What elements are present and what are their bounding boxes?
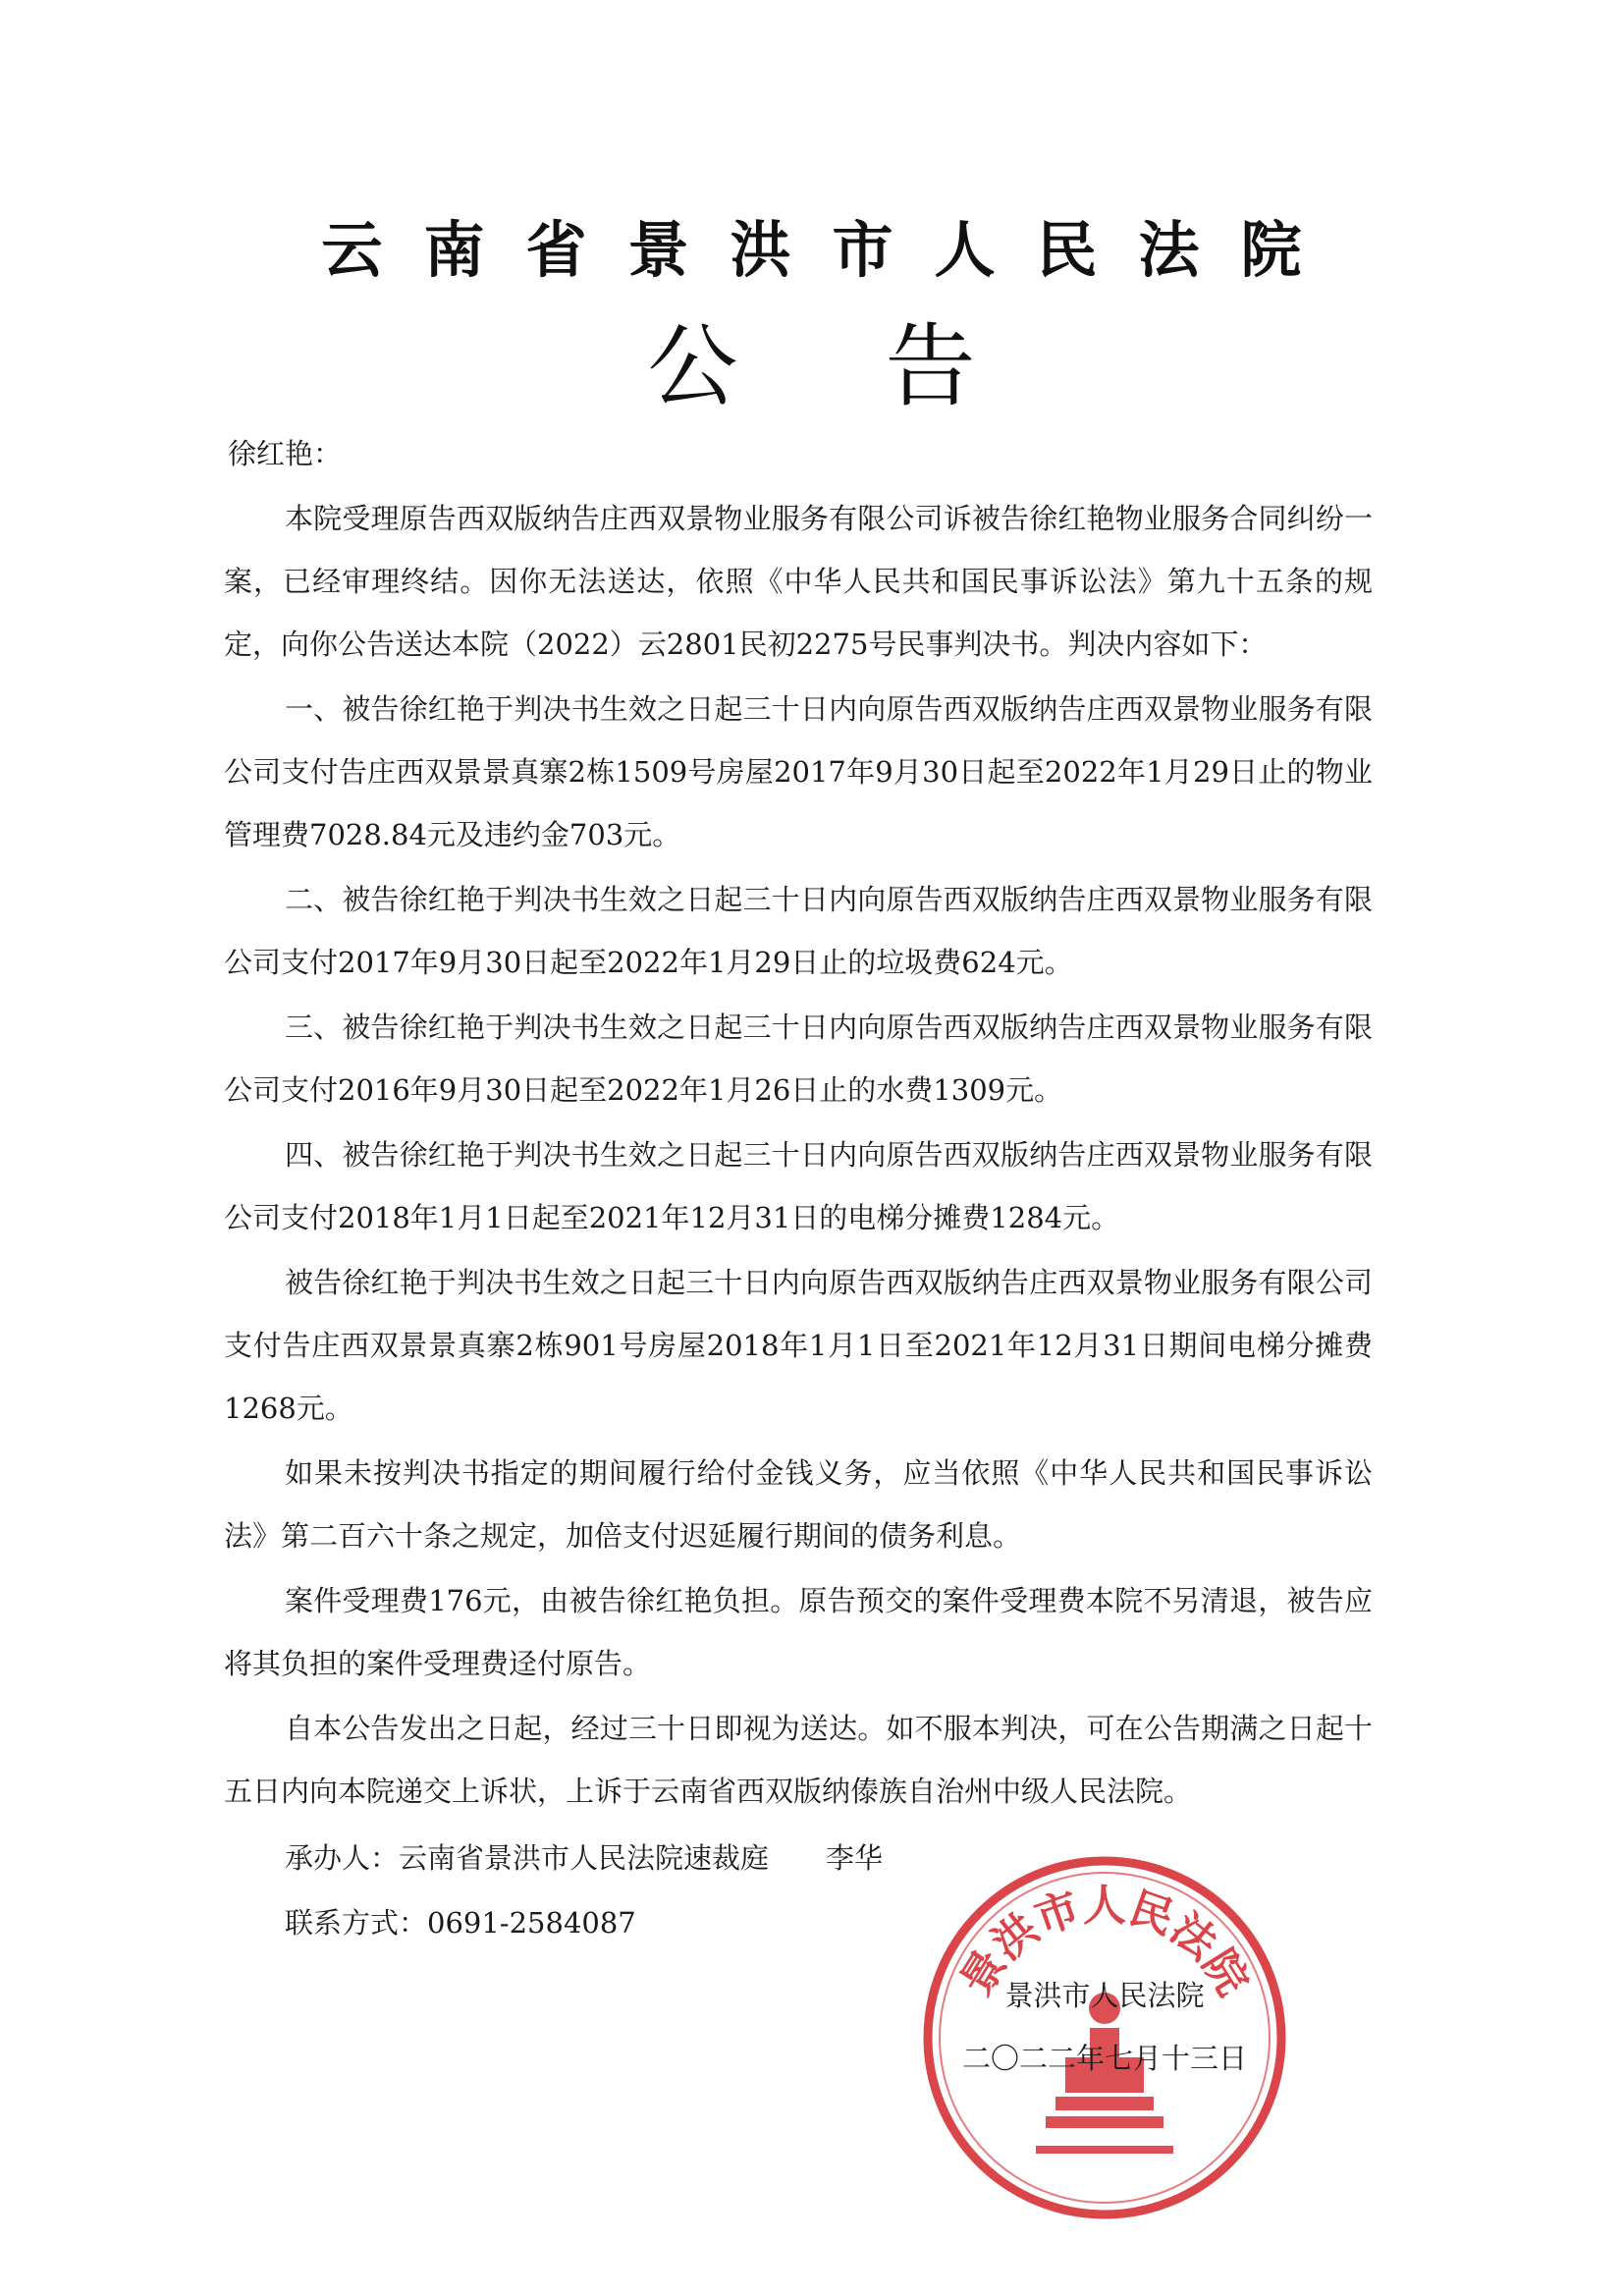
seal-text: 景洪市人民法院	[950, 1881, 1259, 2005]
paragraph-item-3: 三、被告徐红艳于判决书生效之日起三十日内向原告西双版纳告庄西双景物业服务有限公司支付2016年9月30日起至2022年1月26日止的水费1309元。	[224, 1011, 1373, 1107]
paragraph-item-5: 被告徐红艳于判决书生效之日起三十日内向原告西双版纳告庄西双景物业服务有限公司支付告庄西双景景真寨2栋901号房屋2018年1月1日至2021年12月31日期间电梯分摊费1268元。	[224, 1266, 1373, 1425]
signature-court: 景洪市人民法院	[1004, 1979, 1205, 2012]
contact-line: 联系方式：0691-2584087	[285, 1906, 636, 1940]
signature-block	[943, 1964, 1267, 2090]
paragraph-item-1: 一、被告徐红艳于判决书生效之日起三十日内向原告西双版纳告庄西双景物业服务有限公司支付告庄西双景景真寨2栋1509号房屋2017年9月30日起至2022年1月29日止的物业管理费7028.84元及违约金703元。	[224, 692, 1373, 851]
paragraph-fee: 案件受理费176元，由被告徐红艳负担。原告预交的案件受理费本院不另清退，被告应将其负担的案件受理费迳付原告。	[224, 1584, 1373, 1680]
paragraph-interest: 如果未按判决书指定的期间履行给付金钱义务，应当依照《中华人民共和国民事诉讼法》第二百六十条之规定，加倍支付迟延履行期间的债务利息。	[224, 1456, 1373, 1553]
paragraph-item-2: 二、被告徐红艳于判决书生效之日起三十日内向原告西双版纳告庄西双景物业服务有限公司支付2017年9月30日起至2022年1月29日止的垃圾费624元。	[224, 883, 1373, 979]
paragraph-item-4: 四、被告徐红艳于判决书生效之日起三十日内向原告西双版纳告庄西双景物业服务有限公司支付2018年1月1日起至2021年12月31日的电梯分摊费1284元。	[224, 1138, 1373, 1234]
document-type-heading: 公告	[647, 314, 1123, 419]
paragraph-intro: 本院受理原告西双版纳告庄西双景物业服务有限公司诉被告徐红艳物业服务合同纠纷一案，已经审理终结。因你无法送达，依照《中华人民共和国民事诉讼法》第九十五条的规定，向你公告送达本院（2022）云2801民初2275号民事判决书。判决内容如下：	[224, 502, 1373, 661]
recipient-line: 徐红艳：	[228, 437, 343, 470]
signature-date: 二〇二二年七月十三日	[961, 2042, 1247, 2075]
handler-line: 承办人：云南省景洪市人民法院速裁庭 李华	[285, 1841, 884, 1875]
paragraph-service: 自本公告发出之日起，经过三十日即视为送达。如不服本判决，可在公告期满之日起十五日内向本院递交上诉状，上诉于云南省西双版纳傣族自治州中级人民法院。	[224, 1712, 1373, 1808]
notice-body	[224, 422, 1373, 1956]
court-name-heading: 云南省景洪市人民法院	[321, 214, 1343, 286]
